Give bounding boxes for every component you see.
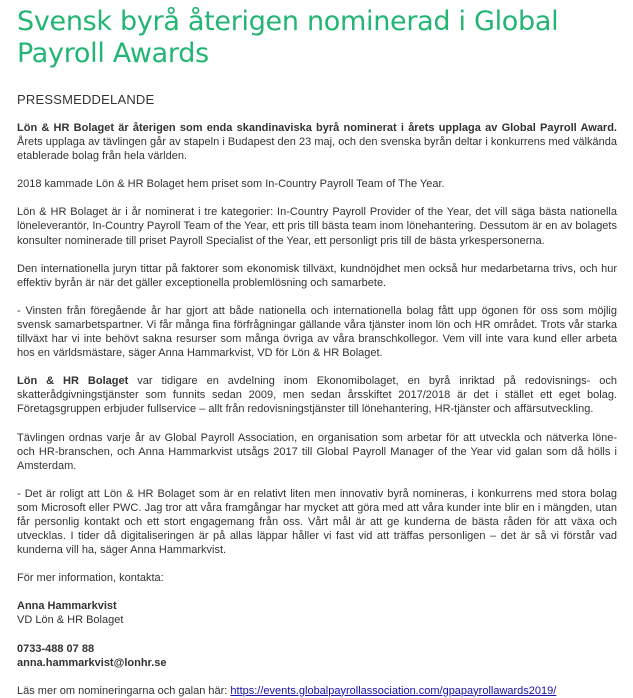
company-rest: var tidigare en avdelning inom Ekonomibolaget, en byrå inriktad på redovisnings- och skatterådgivningstjänster som funnits sedan 2009, men sedan årsskiftet 2017/2018 är det i stället ett eget bolag. Företagsgruppen erbjuder fullservice – allt från redovisningstjänster till lönehantering, HR-tjänster och affärsutveckling. — [17, 375, 617, 416]
paragraph-quote-1: - Vinsten från föregående år har gjort att både nationella och internationella bolag fått upp ögonen för oss som möjlig svensk samarbetspartner. Vi får många fina förfrågningar gällande våra tjänster inom lön och HR området. Trots vår starka tillväxt har vi inte behövt sakna resurser som många övriga av våra branschkollegor. Vem vill inte vara kund eller arbeta hos en världsmästare, säger Anna Hammarkvist, VD för Lön & HR Bolaget. — [17, 304, 617, 360]
intro-bold: Lön & HR Bolaget är återigen som enda skandinaviska byrå nominerat i årets upplaga av Global Payroll Award. — [17, 122, 617, 134]
paragraph-quote-2: - Det är roligt att Lön & HR Bolaget som är en relativt liten men innovativ byrå nomineras, i konkurrens med stora bolag som Microsoft eller PWC. Jag tror att våra framgångar har mycket att göra med att våra kunder inte blir en i mängden, utan får personlig kontakt och ett stort engagemang från oss. Vårt mål är att ge kunderna de bästa råden för att växa och utvecklas. I tider då digitaliseringen är på allas läppar håller vi fast vid att träffas personligen – det är så vi förstår vad kunderna vill ha, säger Anna Hammarkvist. — [17, 487, 617, 557]
kicker-label: PRESSMEDDELANDE — [17, 92, 155, 107]
read-more — [17, 684, 617, 698]
page-title: Svensk byrå återigen nominerad i Global Payroll Awards — [17, 6, 559, 69]
contact-phone: 0733-488 07 88 — [17, 642, 95, 655]
event-link[interactable]: https://events.globalpayrollassociation.com/gpapayrollawards2019/ — [230, 684, 557, 697]
company-bold: Lön & HR Bolaget — [17, 375, 129, 388]
contact-email: anna.hammarkvist@lonhr.se — [17, 656, 167, 669]
paragraph-competition: Tävlingen ordnas varje år av Global Payroll Association, en organisation som arbetar för att utveckla och nätverka löne- och HR-branschen, och Anna Hammarkvist utsågs 2017 till Global Payroll Manager of the Year vid galan som då hölls i Amsterdam. — [17, 431, 617, 472]
paragraph-2018: 2018 kammade Lön & HR Bolaget hem priset som In-Country Payroll Team of The Year. — [17, 178, 445, 191]
contact-intro: För mer information, kontakta: — [17, 572, 164, 585]
press-release — [17, 6, 617, 698]
intro-rest: Årets upplaga av tävlingen går av stapeln i Budapest den 23 maj, och den svenska byrån deltar i konkurrens med välkända etablerade bolag från hela världen. — [17, 136, 617, 163]
paragraph-jury: Den internationella juryn tittar på faktorer som ekonomisk tillväxt, kundnöjdhet men också hur medarbetarna trivs, och hur effektiv byrån är när det gäller exceptionella problemlösning och samarbete. — [17, 262, 617, 289]
paragraph-intro — [17, 121, 617, 163]
contact-block — [17, 599, 617, 627]
contact-role: VD Lön & HR Bolaget — [17, 614, 124, 627]
paragraph-categories: Lön & HR Bolaget är i år nominerat i tre kategorier: In-Country Payroll Provider of the Year, det vill säga bästa nationella löneleverantör, In-Country Payroll Team of the Year, ett pris till bästa team inom lönehantering. Dessutom är en av bolagets konsulter nominerade till priset Payroll Specialist of the Year, ett personligt pris till de bästa yrkespersonerna. — [17, 206, 617, 247]
contact-name: Anna Hammarkvist — [17, 600, 117, 613]
paragraph-company — [17, 374, 617, 416]
read-more-text: Läs mer om nomineringarna och galan här: — [17, 684, 231, 697]
contact-details — [17, 642, 617, 670]
